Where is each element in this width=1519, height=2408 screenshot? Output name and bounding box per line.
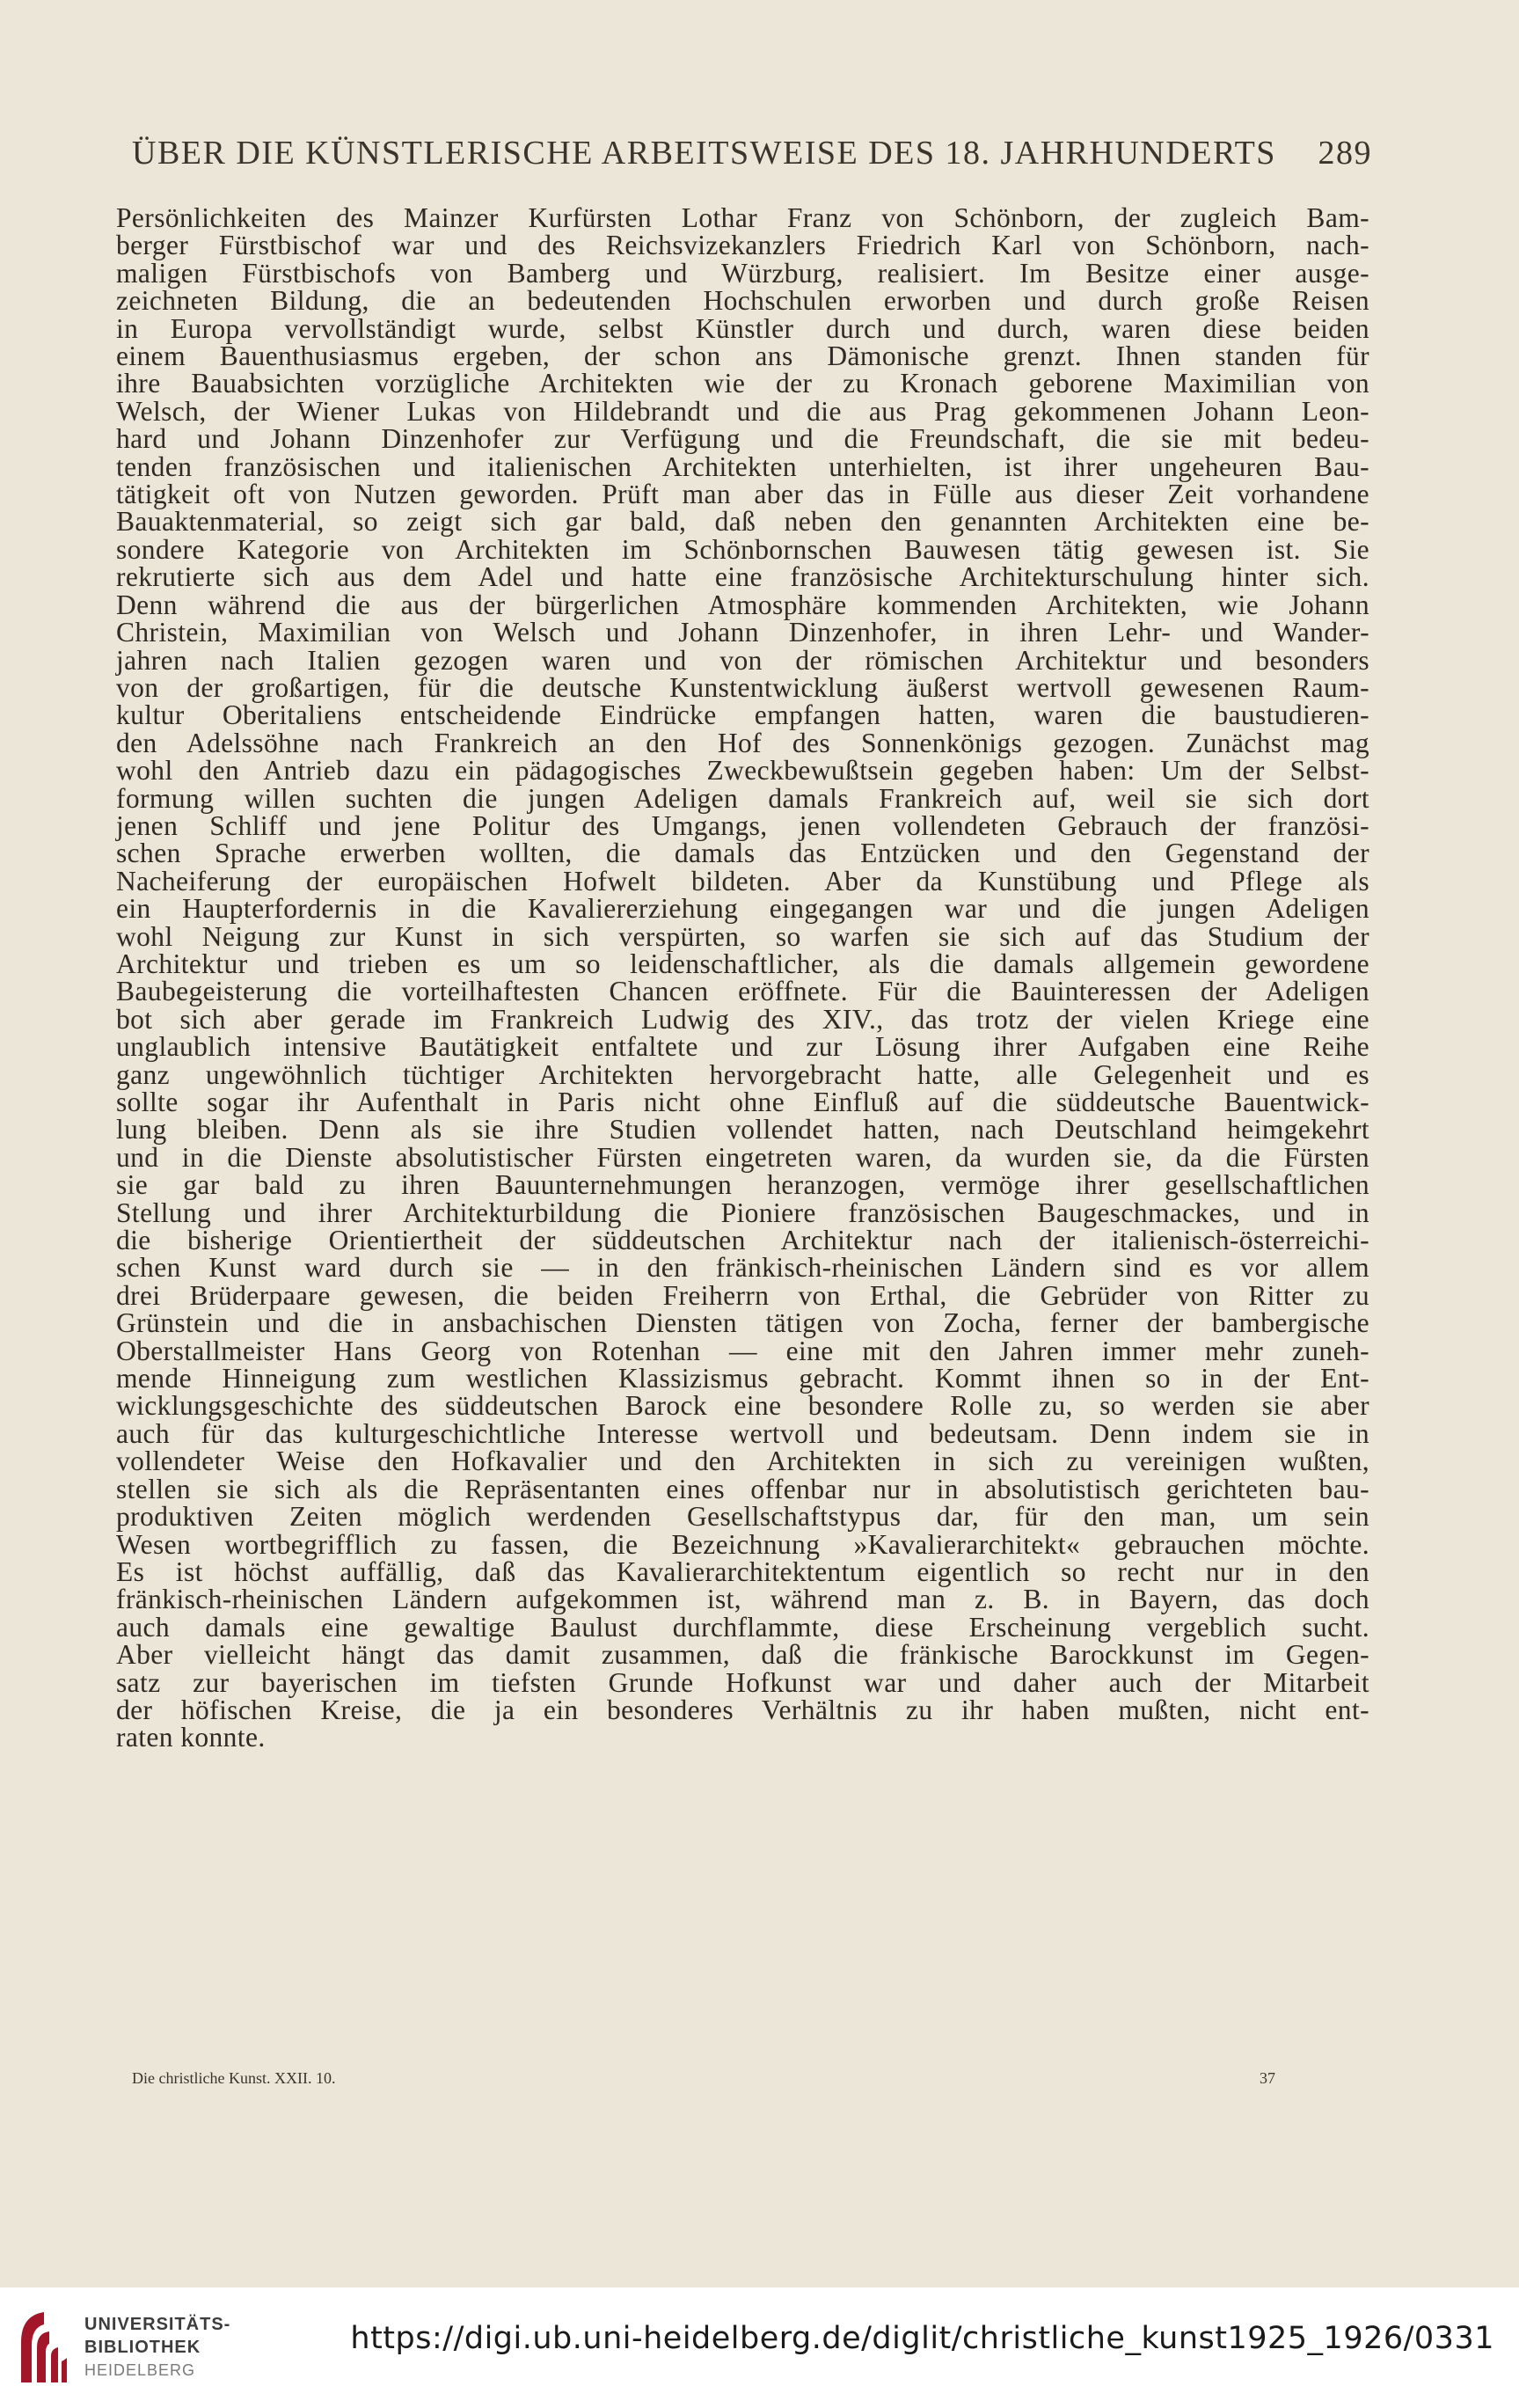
text-line: tätigkeit oft von Nutzen geworden. Prüft man aber das in Fülle aus dieser Zeit vorhandene [116,479,1369,510]
text-line: vollendeter Weise den Hofkavalier und den Architekten in sich zu vereinigen wußten, [116,1446,1369,1477]
logo-line-3: HEIDELBERG [84,2361,196,2379]
text-line: jahren nach Italien gezogen waren und von der römischen Architektur und besonders [116,644,1369,676]
running-head-title: ÜBER DIE KÜNSTLERISCHE ARBEITSWEISE DES 18. JAHRHUNDERTS [132,135,1276,172]
text-line: schen Kunst ward durch sie — in den fränkisch-rheinischen Ländern sind es vor allem [116,1252,1369,1284]
text-line: satz zur bayerischen im tiefsten Grunde Hofkunst war und daher auch der Mitarbeit [116,1666,1369,1698]
text-line: den Adelssöhne nach Frankreich an den Hof des Sonnenkönigs gezogen. Zunächst mag [116,727,1369,758]
text-line: Es ist höchst auffällig, daß das Kavalierarchitektentum eigentlich so recht nur in den [116,1555,1369,1587]
text-line: Oberstallmeister Hans Georg von Rotenhan — eine mit den Jahren immer mehr zuneh- [116,1335,1369,1366]
page-footer [132,2069,1275,2088]
library-logo-icon [16,2307,72,2388]
text-line: der höfischen Kreise, die ja ein besonderes Verhältnis zu ihr haben mußten, nicht ent- [116,1694,1369,1725]
text-line: einem Bauenthusiasmus ergeben, der schon ans Dämonische grenzt. Ihnen standen für [116,340,1369,372]
text-line: sollte sogar ihr Aufenthalt in Paris nicht ohne Einfluß auf die süddeutsche Bauentwick- [116,1087,1369,1117]
text-line: schen Sprache erwerben wollten, die damals das Entzücken und den Gegenstand der [116,838,1369,869]
text-line: Welsch, der Wiener Lukas von Hildebrandt und die aus Prag gekommenen Johann Leon- [116,395,1369,427]
text-line: Wesen wortbegrifflich zu fassen, die Bezeichnung »Kavalierarchitekt« gebrauchen möchte. [116,1528,1369,1560]
text-line: die bisherige Orientiertheit der süddeutschen Architektur nach der italienisch-österreichi- [116,1225,1369,1256]
text-line: Persönlichkeiten des Mainzer Kurfürsten Lothar Franz von Schönborn, der zugleich Bam- [116,202,1369,233]
text-line: sie gar bald zu ihren Bauunternehmungen heranzogen, vermöge ihrer gesellschaftlichen [116,1169,1369,1201]
text-line: Christein, Maximilian von Welsch und Johann Dinzenhofer, in ihren Lehr- und Wander- [116,617,1369,648]
text-line: bot sich aber gerade im Frankreich Ludwig des XIV., das trotz der vielen Kriege eine [116,1003,1369,1035]
text-line: Aber vielleicht hängt das damit zusammen, daß die fränkische Barockkunst im Gegen- [116,1639,1369,1671]
running-head [132,134,1372,172]
text-line: Architektur und trieben es um so leidenschaftlicher, als die damals allgemein gewordene [116,948,1369,979]
text-line: produktiven Zeiten möglich werdenden Gesellschaftstypus dar, für den man, um sein [116,1501,1369,1533]
library-logo-text [84,2313,230,2382]
text-line: von der großartigen, für die deutsche Kunstentwicklung äußerst wertvoll gewesenen Raum- [116,671,1369,703]
text-line: auch für das kulturgeschichtliche Interesse wertvoll und bedeutsam. Denn indem sie in [116,1417,1369,1449]
sheet-signature: 37 [1260,2069,1275,2087]
text-line: jenen Schliff und jene Politur des Umgangs, jenen vollendeten Gebrauch der französi- [116,809,1369,841]
body-text [116,204,1369,1752]
text-line: ihre Bauabsichten vorzügliche Architekten wie der zu Kronach geborene Maximilian von [116,368,1369,399]
page-number: 289 [1318,135,1372,172]
logo-line-2: BIBLIOTHEK [84,2338,201,2357]
text-line: ganz ungewöhnlich tüchtiger Architekten hervorgebracht hatte, alle Gelegenheit und es [116,1058,1369,1090]
text-line: Bauaktenmaterial, so zeigt sich gar bald, daß neben den genannten Architekten eine be- [116,506,1369,538]
text-line: hard und Johann Dinzenhofer zur Verfügung und die Freundschaft, die sie mit bedeu- [116,423,1369,455]
permalink-url[interactable]: https://digi.ub.uni-heidelberg.de/diglit/christliche_kunst1925_1926/0331 [350,2321,1494,2356]
text-line: stellen sie sich als die Repräsentanten eines offenbar nur in absolutistisch gerichteten bau- [116,1473,1369,1504]
text-line: maligen Fürstbischofs von Bamberg und Würzburg, realisiert. Im Besitze einer ausge- [116,257,1369,289]
text-line: in Europa vervollständigt wurde, selbst Künstler durch und durch, waren diese beiden [116,312,1369,344]
text-line: zeichneten Bildung, die an bedeutenden Hochschulen erworben und durch große Reisen [116,285,1369,317]
library-logo[interactable] [16,2307,230,2388]
text-line: sondere Kategorie von Architekten im Schönbornschen Bauwesen tätig gewesen ist. Sie [116,533,1369,565]
text-line: ein Haupterfordernis in die Kavaliererziehung eingegangen war und die jungen Adeligen [116,893,1369,925]
text-line: formung willen suchten die jungen Adeligen damals Frankreich auf, weil sie sich dort [116,782,1369,814]
text-line: lung bleiben. Denn als sie ihre Studien vollendet hatten, nach Deutschland heimgekehrt [116,1114,1369,1145]
text-line: Baubegeisterung die vorteilhaftesten Chancen eröffnete. Für die Bauinteressen der Adeligen [116,976,1369,1007]
journal-reference: Die christliche Kunst. XXII. 10. [132,2069,336,2087]
text-line: auch damals eine gewaltige Baulust durchflammte, diese Erscheinung vergeblich sucht. [116,1611,1369,1643]
text-line: und in die Dienste absolutistischer Fürsten eingetreten waren, da wurden sie, da die Fürsten [116,1141,1369,1173]
text-line: Denn während die aus der bürgerlichen Atmosphäre kommenden Architekten, wie Johann [116,589,1369,620]
text-line: fränkisch-rheinischen Ländern aufgekommen ist, während man z. B. in Bayern, das doch [116,1584,1369,1615]
text-line: drei Brüderpaare gewesen, die beiden Freiherrn von Erthal, die Gebrüder von Ritter zu [116,1279,1369,1311]
text-line: wicklungsgeschichte des süddeutschen Barock eine besondere Rolle zu, so werden sie aber [116,1390,1369,1422]
text-line: Grünstein und die in ansbachischen Diensten tätigen von Zocha, ferner der bambergische [116,1307,1369,1339]
text-line: berger Fürstbischof war und des Reichsvizekanzlers Friedrich Karl von Schönborn, nach- [116,230,1369,261]
logo-line-1: UNIVERSITÄTS- [84,2315,231,2334]
text-line: rekrutierte sich aus dem Adel und hatte eine französische Architekturschulung hinter sich. [116,561,1369,593]
text-line: mende Hinneigung zum westlichen Klassizismus gebracht. Kommt ihnen so in der Ent- [116,1363,1369,1394]
text-line: Nacheiferung der europäischen Hofwelt bildeten. Aber da Kunstübung und Pflege als [116,865,1369,897]
text-line: unglaublich intensive Bautätigkeit entfaltete und zur Lösung ihrer Aufgaben eine Reihe [116,1031,1369,1063]
text-line: kultur Oberitaliens entscheidende Eindrücke empfangen hatten, waren die baustudieren- [116,699,1369,731]
text-line: wohl den Antrieb dazu ein pädagogisches Zweckbewußtsein gegeben haben: Um der Selbst- [116,755,1369,787]
text-line: wohl Neigung zur Kunst in sich verspürten, so warfen sie sich auf das Studium der [116,920,1369,952]
text-line: Stellung und ihrer Architekturbildung die Pioniere französischen Baugeschmackes, und in [116,1197,1369,1228]
text-line: raten konnte. [116,1722,266,1753]
text-line: tenden französischen und italienischen Architekten unterhielten, ist ihrer ungeheuren Bau- [116,450,1369,482]
